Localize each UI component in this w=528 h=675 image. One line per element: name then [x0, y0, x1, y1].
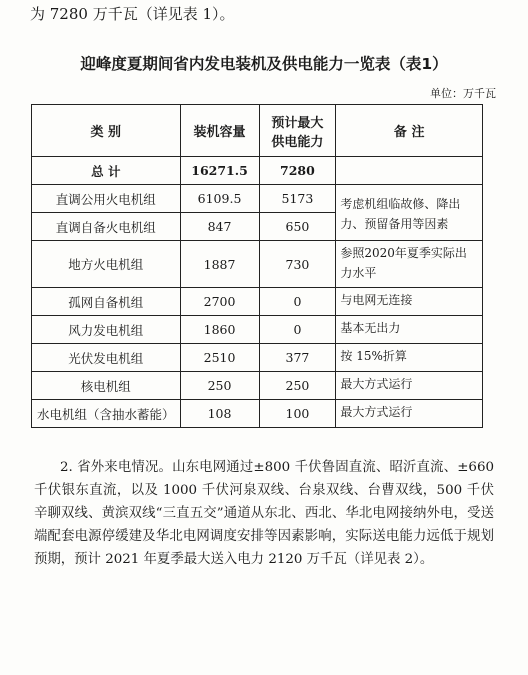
paragraph-text: 2. 省外来电情况。山东电网通过±800 千伏鲁固直流、昭沂直流、±660 千伏银东直流，以及 1000 千伏河泉双线、台泉双线、台曹双线，500 千伏辛聊双线、黄滨双线“三直五交”通道从东北、西北、华北电网接纳外电，受送端配套电源停缓建及华北电网调度安排等因素影响，实际送电能力远低于规划预期，预计 2021 年夏季最大送入电力 2120 万千瓦（详见表 2）。	[34, 460, 494, 567]
table-row	[32, 185, 483, 213]
row-supply: 650	[259, 213, 336, 241]
row-supply: 377	[259, 344, 336, 372]
row-capacity: 250	[180, 372, 259, 400]
total-row	[32, 157, 483, 185]
total-capacity: 16271.5	[180, 157, 259, 185]
row-note: 基本无出力	[336, 316, 483, 344]
row-capacity: 108	[180, 400, 259, 428]
header-supply	[259, 105, 336, 157]
row-supply: 730	[259, 241, 336, 288]
row-category: 直调自备火电机组	[32, 213, 181, 241]
table-row	[32, 288, 483, 316]
row-capacity: 2510	[180, 344, 259, 372]
unit-label: 单位：万千瓦	[430, 87, 496, 100]
row-capacity: 1860	[180, 316, 259, 344]
total-label: 总 计	[32, 157, 181, 185]
row-note: 最大方式运行	[336, 372, 483, 400]
table-row	[32, 344, 483, 372]
header-supply-line1: 预计最大	[271, 115, 324, 131]
header-note: 备 注	[336, 105, 483, 157]
row-note: 最大方式运行	[336, 400, 483, 428]
row-category: 直调公用火电机组	[32, 185, 181, 213]
row-capacity: 847	[180, 213, 259, 241]
row-supply: 0	[259, 288, 336, 316]
body-paragraph	[34, 456, 494, 571]
row-supply: 0	[259, 316, 336, 344]
capacity-table	[31, 104, 483, 428]
row-capacity: 1887	[180, 241, 259, 288]
merged-note: 考虑机组临故修、降出力、预留备用等因素	[336, 185, 483, 241]
row-category: 水电机组（含抽水蓄能）	[32, 400, 181, 428]
header-capacity: 装机容量	[180, 105, 259, 157]
intro-text: 为 7280 万千瓦（详见表 1）。	[30, 5, 235, 23]
row-supply: 100	[259, 400, 336, 428]
row-category: 风力发电机组	[32, 316, 181, 344]
header-supply-line2: 供电能力	[271, 134, 324, 150]
table-row	[32, 400, 483, 428]
row-supply: 5173	[259, 185, 336, 213]
total-supply: 7280	[259, 157, 336, 185]
row-note: 按 15%折算	[336, 344, 483, 372]
row-note: 与电网无连接	[336, 288, 483, 316]
row-capacity: 2700	[180, 288, 259, 316]
table-row	[32, 372, 483, 400]
table-title: 迎峰度夏期间省内发电装机及供电能力一览表（表1）	[80, 55, 448, 73]
total-note	[336, 157, 483, 185]
row-category: 孤网自备机组	[32, 288, 181, 316]
row-supply: 250	[259, 372, 336, 400]
header-category: 类 别	[32, 105, 181, 157]
row-capacity: 6109.5	[180, 185, 259, 213]
row-category: 光伏发电机组	[32, 344, 181, 372]
table-header-row	[32, 105, 483, 157]
row-category: 地方火电机组	[32, 241, 181, 288]
table-row	[32, 316, 483, 344]
row-note: 参照2020年夏季实际出力水平	[336, 241, 483, 288]
row-category: 核电机组	[32, 372, 181, 400]
table-row	[32, 241, 483, 288]
